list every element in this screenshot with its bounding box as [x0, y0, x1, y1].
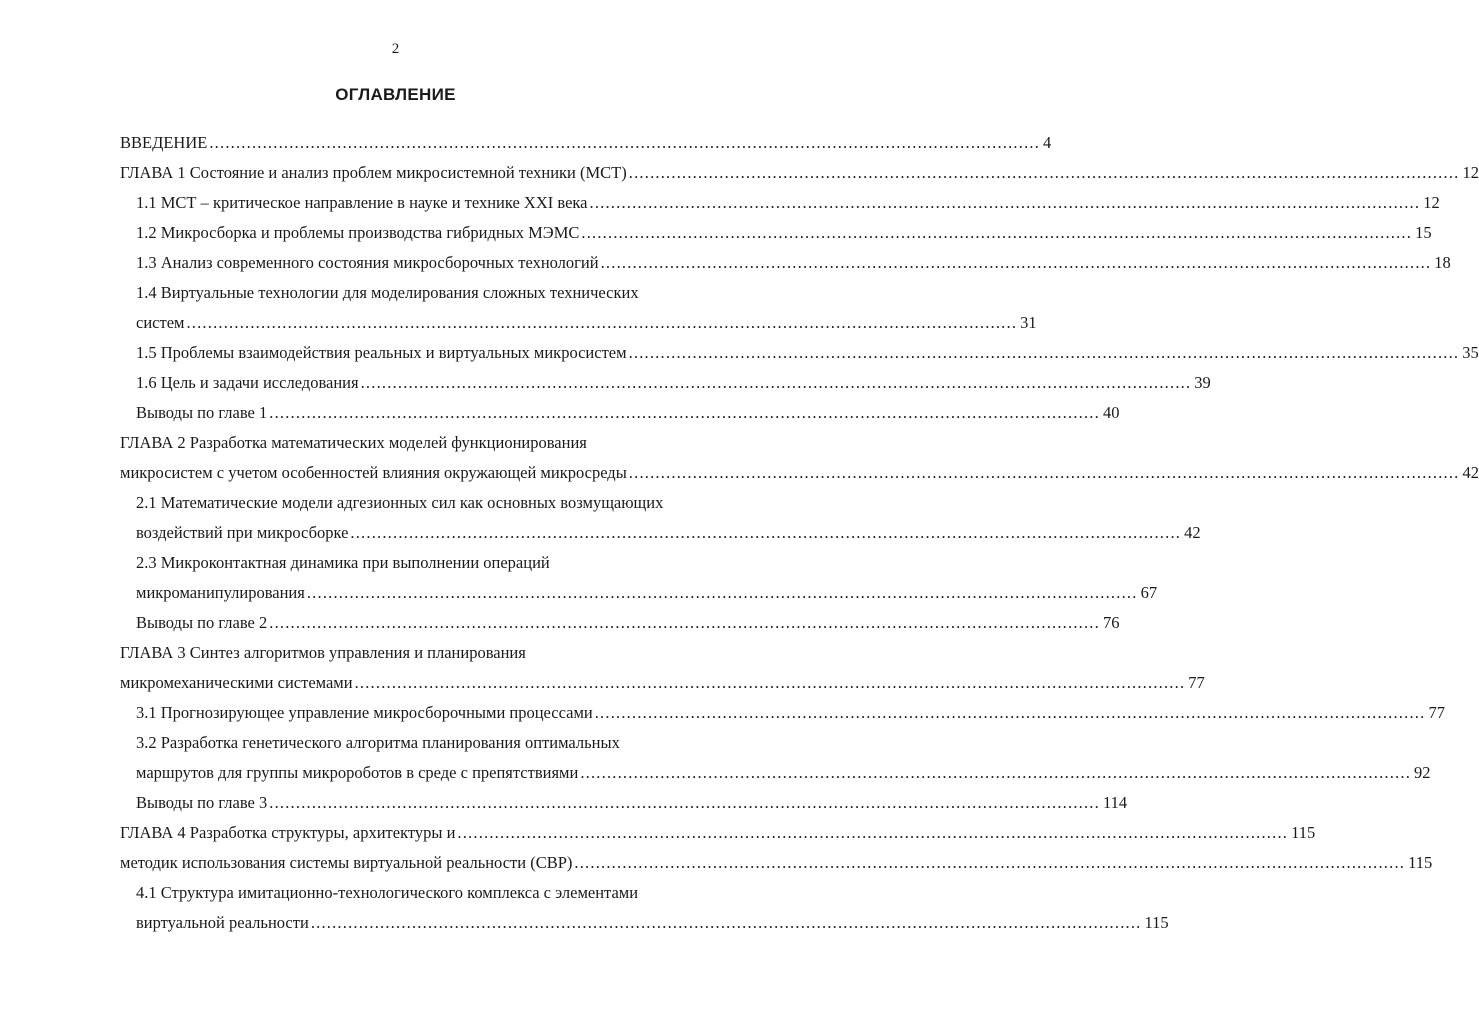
dot-leader: ............................................................................................................................................................ [628, 343, 1460, 362]
toc-entry-text: 1.1 МСТ – критическое направление в науке и технике XXI века [136, 193, 588, 212]
toc-entry [136, 308, 1037, 338]
toc-entry-text: 3.1 Прогнозирующее управление микросборочными процессами [136, 703, 593, 722]
toc-entry-page: 115 [1408, 853, 1433, 872]
toc-entry-page: 39 [1194, 373, 1211, 392]
dot-leader: ............................................................................................................................................................ [580, 763, 1412, 782]
toc-entry-page: 76 [1102, 613, 1120, 632]
toc-entry-text: методик использования системы виртуальной реальности (СВР) [120, 853, 573, 872]
toc-entry-line1: ГЛАВА 3 Синтез алгоритмов управления и планирования [120, 643, 526, 662]
toc-entry [136, 218, 1432, 248]
toc-entry-page: 77 [1188, 673, 1205, 692]
toc-entry-page: 42 [1462, 463, 1479, 482]
page-title: ОГЛАВЛЕНИЕ [335, 85, 456, 104]
dot-leader: ............................................................................................................................................................ [350, 523, 1182, 542]
toc-entry-page: 15 [1415, 223, 1432, 242]
toc-entry-page: 115 [1144, 913, 1169, 932]
toc-entry-text: 1.6 Цель и задачи исследования [136, 373, 359, 392]
toc-entry-page: 42 [1184, 523, 1201, 542]
toc-entry-text: воздействий при микросборке [136, 523, 349, 542]
toc-entry-text: 1.2 Микросборка и проблемы производства гибридных МЭМС [136, 223, 580, 242]
toc-entry [120, 158, 1479, 188]
toc-entry [120, 128, 1052, 158]
dot-leader: ............................................................................................................................................................ [600, 253, 1432, 272]
dot-leader: ............................................................................................................................................................ [360, 373, 1192, 392]
toc-entry-text: Выводы по главе 1 [136, 403, 268, 422]
dot-leader: ............................................................................................................................................................ [354, 673, 1186, 692]
dot-leader: ............................................................................................................................................................ [581, 223, 1413, 242]
dot-leader: ............................................................................................................................................................ [589, 193, 1421, 212]
toc-entry-line1: 1.4 Виртуальные технологии для моделирования сложных технических [136, 283, 639, 302]
toc-entry-line1: 2.1 Математические модели адгезионных сил как основных возмущающих [136, 493, 664, 512]
toc-entry-text: микромеханическими системами [120, 673, 353, 692]
toc-entry [136, 578, 1158, 608]
toc-entry-page: 4 [1043, 133, 1052, 152]
dot-leader: ............................................................................................................................................................ [594, 703, 1426, 722]
toc-entry-page: 12 [1423, 193, 1440, 212]
toc-entry-text: 1.5 Проблемы взаимодействия реальных и виртуальных микросистем [136, 343, 627, 362]
toc-entry [136, 338, 1479, 368]
toc-entry-page: 40 [1102, 403, 1120, 422]
toc-entry-text: микроманипулирования [136, 583, 305, 602]
toc-entry [120, 818, 1316, 848]
toc-entry-page: 114 [1102, 793, 1128, 812]
toc-entry-text: ВВЕДЕНИЕ [120, 133, 208, 152]
toc-entry-text: виртуальной реальности [136, 913, 309, 932]
toc-entry [136, 188, 1440, 218]
toc-entry [120, 458, 1479, 488]
dot-leader: ............................................................................................................................................................ [209, 133, 1041, 152]
toc-entry-page: 77 [1428, 703, 1445, 722]
toc-entry [136, 398, 1120, 428]
toc-entry [136, 908, 1169, 938]
dot-leader: ............................................................................................................................................................ [628, 463, 1460, 482]
dot-leader: ............................................................................................................................................................ [186, 313, 1018, 332]
dot-leader: ............................................................................................................................................................ [574, 853, 1406, 872]
dot-leader: ............................................................................................................................................................ [310, 913, 1142, 932]
dot-leader: ............................................................................................................................................................ [628, 163, 1460, 182]
toc-entry-text: 1.3 Анализ современного состояния микросборочных технологий [136, 253, 599, 272]
toc-entry-line1: ГЛАВА 2 Разработка математических моделей функционирования [120, 433, 587, 452]
toc-entry [136, 788, 1128, 818]
page-number: 2 [391, 41, 400, 57]
toc-entry-page: 115 [1291, 823, 1316, 842]
toc-entry [120, 848, 1433, 878]
dot-leader: ............................................................................................................................................................ [306, 583, 1138, 602]
toc-entry [120, 668, 1205, 698]
toc-entry [136, 368, 1211, 398]
dot-leader: ............................................................................................................................................................ [269, 793, 1100, 812]
toc-entry-page: 35 [1462, 343, 1479, 362]
toc-entry-line1: 4.1 Структура имитационно-технологического комплекса с элементами [136, 883, 639, 902]
toc-entry-text: ГЛАВА 4 Разработка структуры, архитектуры и [120, 823, 456, 842]
toc-entry-text: Выводы по главе 3 [136, 793, 268, 812]
toc-entry-page: 18 [1434, 253, 1451, 272]
toc-entry-page: 67 [1140, 583, 1158, 602]
dot-leader: ............................................................................................................................................................ [269, 613, 1100, 632]
toc-entry-text: маршрутов для группы микророботов в среде с препятствиями [136, 763, 579, 782]
toc-entry-text: микросистем с учетом особенностей влияния окружающей микросреды [120, 463, 627, 482]
toc-entry-text: ГЛАВА 1 Состояние и анализ проблем микросистемной техники (МСТ) [120, 163, 627, 182]
toc-entry [136, 248, 1451, 278]
toc-entry-page: 31 [1020, 313, 1037, 332]
dot-leader: ............................................................................................................................................................ [457, 823, 1289, 842]
toc-entry [136, 698, 1445, 728]
toc-entry-text: систем [136, 313, 185, 332]
dot-leader: ............................................................................................................................................................ [269, 403, 1100, 422]
toc-entry [136, 518, 1201, 548]
toc-entry-page: 12 [1462, 163, 1479, 182]
toc-entry [136, 608, 1120, 638]
toc-entry-line1: 3.2 Разработка генетического алгоритма планирования оптимальных [136, 733, 620, 752]
toc-entry-page: 92 [1414, 763, 1431, 782]
toc-entry-line1: 2.3 Микроконтактная динамика при выполнении операций [136, 553, 550, 572]
toc-entry [136, 758, 1431, 788]
toc-entry-text: Выводы по главе 2 [136, 613, 268, 632]
